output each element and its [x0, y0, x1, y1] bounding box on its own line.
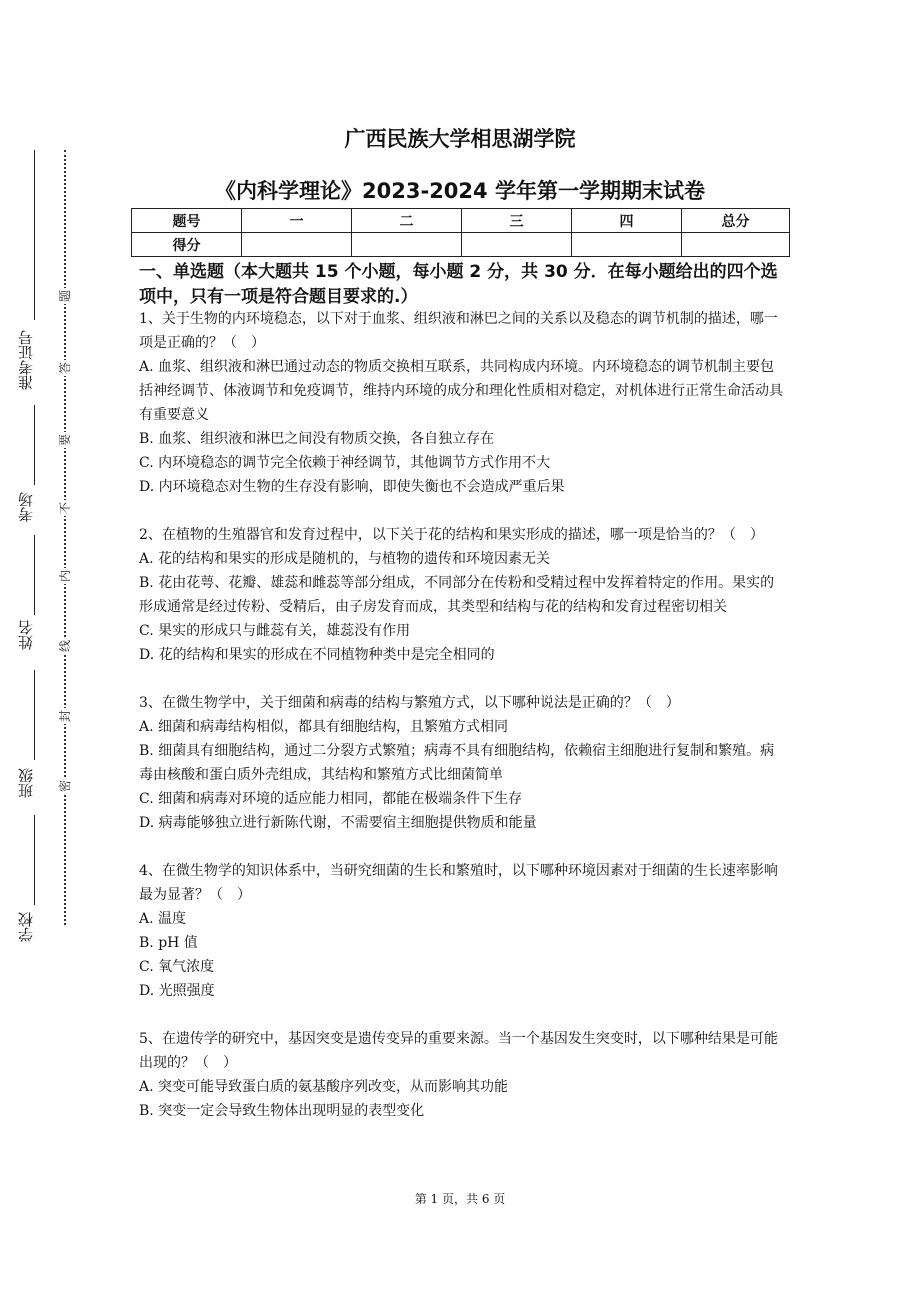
exam-title: 《内科学理论》2023-2024 学年第一学期期末试卷 — [215, 179, 705, 203]
score-header-cell: 三 — [462, 209, 572, 233]
school-line — [34, 815, 35, 905]
question-stem: 5、在遗传学的研究中，基因突变是遗传变异的重要来源。当一个基因发生突变时，以下哪种结果是可能出现的？（ ） — [139, 1031, 778, 1071]
exam-number-field: 准考证号 — [17, 330, 35, 390]
score-table-header-row — [132, 209, 790, 233]
seal-char: 要 — [58, 434, 72, 447]
seal-char: 线 — [58, 640, 72, 653]
option-b: B. pH 值 — [139, 935, 198, 951]
question-2 — [139, 523, 784, 667]
score-row-label: 得分 — [132, 233, 242, 257]
question-stem: 2、在植物的生殖器官和发育过程中，以下关于花的结构和果实形成的描述，哪一项是恰当的？（ ） — [139, 527, 764, 543]
seal-char: 不 — [58, 502, 72, 515]
score-header-cell: 四 — [572, 209, 682, 233]
option-d: D. 病毒能够独立进行新陈代谢，不需要宿主细胞提供物质和能量 — [139, 815, 537, 831]
option-b: B. 突变一定会导致生物体出现明显的表型变化 — [139, 1103, 425, 1119]
section-heading: 一、单选题（本大题共 15 个小题，每小题 2 分，共 30 分．在每小题给出的四个选项中，只有一项是符合题目要求的.） — [139, 262, 778, 307]
school-title: 广西民族大学相思湖学院 — [344, 127, 576, 151]
seal-char: 答 — [58, 362, 72, 375]
score-cell[interactable] — [572, 233, 682, 257]
question-4 — [139, 859, 784, 1003]
seal-char: 内 — [58, 570, 72, 583]
seal-dotted-line — [64, 150, 66, 925]
option-b: B. 血浆、组织液和淋巴之间没有物质交换，各自独立存在 — [139, 431, 495, 447]
option-b: B. 细菌具有细胞结构，通过二分裂方式繁殖；病毒不具有细胞结构，依赖宿主细胞进行复制和繁殖。病毒由核酸和蛋白质外壳组成，其结构和繁殖方式比细菌简单 — [139, 743, 775, 783]
option-b: B. 花由花萼、花瓣、雄蕊和雌蕊等部分组成，不同部分在传粉和受精过程中发挥着特定的作用。果实的形成通常是经过传粉、受精后，由子房发育而成，其类型和结构与花的结构和发育过程密切相关 — [139, 575, 775, 615]
question-5 — [139, 1027, 784, 1123]
score-cell[interactable] — [682, 233, 790, 257]
option-d: D. 花的结构和果实的形成在不同植物种类中是完全相同的 — [139, 647, 495, 663]
class-line — [34, 670, 35, 760]
exam-room-line — [34, 405, 35, 485]
question-list — [139, 307, 784, 1147]
question-stem: 3、在微生物学中，关于细菌和病毒的结构与繁殖方式，以下哪种说法是正确的？（ ） — [139, 695, 680, 711]
score-table — [131, 208, 790, 257]
seal-char: 题 — [58, 290, 72, 303]
score-header-cell: 二 — [352, 209, 462, 233]
option-d: D. 光照强度 — [139, 983, 215, 999]
exam-room-field: 考场 — [17, 492, 35, 522]
option-c: C. 果实的形成只与雌蕊有关，雄蕊没有作用 — [139, 623, 411, 639]
option-c: C. 细菌和病毒对环境的适应能力相同，都能在极端条件下生存 — [139, 791, 523, 807]
page-number: 第 1 页，共 6 页 — [414, 1192, 506, 1206]
question-3 — [139, 691, 784, 835]
score-table-score-row — [132, 233, 790, 257]
question-stem: 4、在微生物学的知识体系中，当研究细菌的生长和繁殖时，以下哪种环境因素对于细菌的生长速率影响最为显著？（ ） — [139, 863, 778, 903]
class-field: 班级 — [17, 768, 35, 798]
option-a: A. 花的结构和果实的形成是随机的，与植物的遗传和环境因素无关 — [139, 551, 551, 567]
option-c: C. 内环境稳态的调节完全依赖于神经调节，其他调节方式作用不大 — [139, 455, 551, 471]
score-header-cell: 题号 — [132, 209, 242, 233]
name-line — [34, 535, 35, 615]
name-field: 姓名 — [17, 620, 35, 650]
score-cell[interactable] — [462, 233, 572, 257]
score-header-cell: 一 — [242, 209, 352, 233]
school-field: 学校 — [17, 912, 35, 942]
score-cell[interactable] — [352, 233, 462, 257]
option-a: A. 突变可能导致蛋白质的氨基酸序列改变，从而影响其功能 — [139, 1079, 509, 1095]
option-a: A. 细菌和病毒结构相似，都具有细胞结构，且繁殖方式相同 — [139, 719, 509, 735]
option-a: A. 血浆、组织液和淋巴通过动态的物质交换相互联系，共同构成内环境。内环境稳态的调节机制主要包括神经调节、体液调节和免疫调节，维持内环境的成分和理化性质相对稳定，对机体进行正常生命活动具有重要意义 — [139, 359, 783, 423]
option-d: D. 内环境稳态对生物的生存没有影响，即使失衡也不会造成严重后果 — [139, 479, 565, 495]
seal-char: 密 — [58, 780, 72, 793]
question-1 — [139, 307, 784, 499]
option-a: A. 温度 — [139, 911, 187, 927]
question-stem: 1、关于生物的内环境稳态，以下对于血浆、组织液和淋巴之间的关系以及稳态的调节机制的描述，哪一项是正确的？（ ） — [139, 311, 778, 351]
option-c: C. 氧气浓度 — [139, 959, 215, 975]
score-header-cell: 总分 — [682, 209, 790, 233]
score-cell[interactable] — [242, 233, 352, 257]
seal-char: 封 — [58, 710, 72, 723]
